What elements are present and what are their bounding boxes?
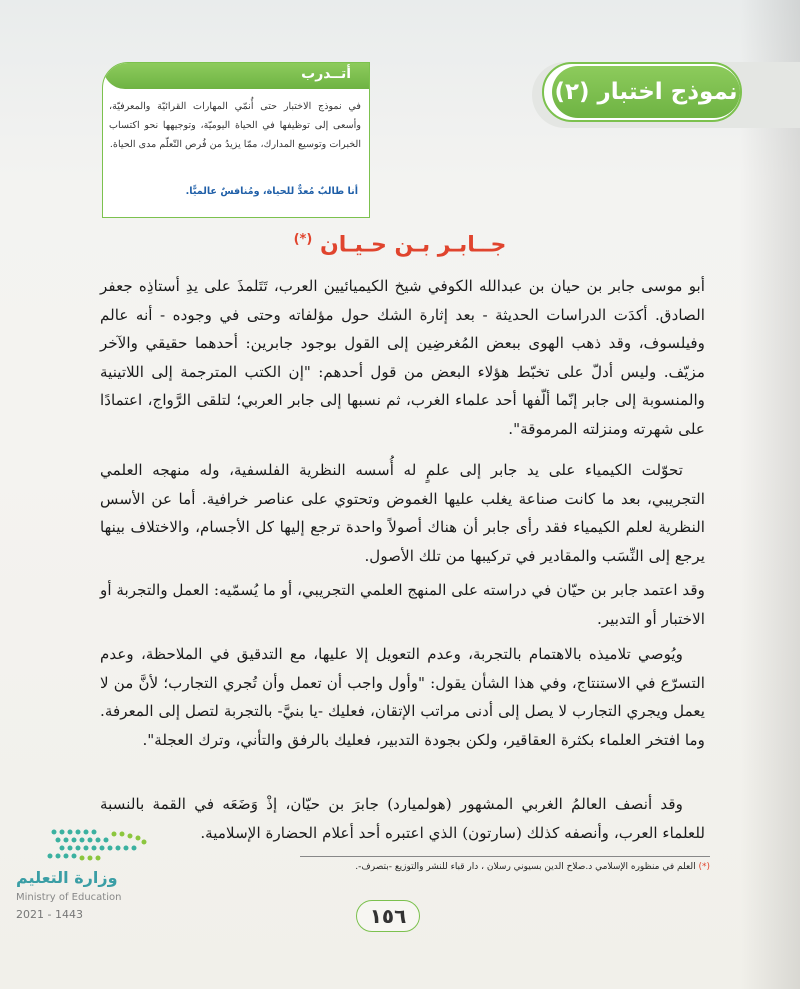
practice-motto: أنا طالبٌ مُعدٌّ للحياة، ومُنافسٌ عالميًّا. (185, 186, 358, 197)
paragraph-5: وقد أنصف العالمُ الغربي المشهور (هولميارد) جابرَ بن حيّان، إذْ وَضَعَه في القمة بالنسبة للعلماء العرب، وأنصفه كذلك (سارتون) الذي اعتبره أحد أعلام الحضارة الإسلامية. (100, 795, 705, 842)
practice-header (103, 63, 369, 89)
ministry-name-ar: وزارة التعليم (16, 868, 118, 887)
paragraph-4: ويُوصي تلاميذه بالاهتمام بالتجربة، وعدم التعويل إلا عليها، مع التدقيق في الملاحظة، وعدم التسرّع في الاستنتاج، وفي هذا الشأن يقول: "وأول واجب أن تعمل وأن تُجري التجارب؛ لأنَّ من لا يعمل ويجري التجارب لا يصل إلى أدنى مراتب الإتقان، فعليك -يا بنيَّ- بالتجربة لتصل إلى المعرفة. وما افتخر العلماء بكثرة العقاقير، ولكن بجودة التدبير، فعليك بالرفق والتأني، وترك العجلة". (100, 645, 705, 749)
article-title (0, 232, 800, 257)
page-edge-shadow (740, 0, 800, 989)
practice-text: في نموذج الاختبار حتى أُنمّي المهارات القرائيّة والمعرفيّة، وأسعى إلى توظيفها في الحياة اليوميّة، وتوجيهها نحو اكتساب الخبرات وتوسيع المدارك، ممّا يزيدُ من فُرص التّعلّم مدى الحياة. (109, 101, 361, 150)
footnote-text: العلم في منظوره الإسلامي د.صلاح الدين بسيوني رسلان ، دار قباء للنشر والتوزيع -بتصرف-. (355, 862, 696, 872)
article-title-text: جــابـر بـن حـيـان (319, 232, 507, 258)
page-title: نموذج اختبار (٢) (554, 79, 738, 105)
header-pill (552, 66, 740, 118)
practice-title: أتــدرب (301, 66, 351, 82)
footnote (300, 862, 710, 872)
paragraph-2: تحوّلت الكيمياء على يد جابر إلى علمٍ له أُسسه النظرية الفلسفية، وله منهجه العلمي التجريبي، بعد ما كانت صناعة يغلب عليها الغموض وتحتوي على عناصر خرافية. أما عن الأسس النظرية لعلم الكيمياء فقد رأى جابر أن هناك أصولاً واحدة ترجع إليها كل الأجسام، والاختلاف بينها يرجع إلى النِّسَب والمقادير في تركيبها من تلك الأصول. (100, 461, 705, 565)
page-number: ١٥٦ (356, 900, 420, 932)
ministry-year: 2021 - 1443 (16, 908, 83, 921)
paragraph-1: أبو موسى جابر بن حيان بن عبدالله الكوفي شيخ الكيميائيين العرب، تَتَلمذَ على يدِ أستاذِه جعفر الصادق. أكدَت الدراسات الحديثة - بعد إثارة الشك حول مؤلفاته وحتى في وجوده - أنه عالم وفيلسوف، وقد ذهب الهوى ببعض المُغرضِين إلى القول بوجود جابرين: أحدهما حقيقي والآخر مزيّف. وليس أدلّ على تخبّط هؤلاء البعض من قول أحدهم: "إن الكتب المترجمة إلى اللاتينية والمنسوبة إلى جابر إنّما ألّفها أحد علماء الغرب، ثم نسبها إلى جابر العربي؛ لتلقى الرَّواج، اعتمادًا على شهرته ومنزلته المرموقة". (100, 277, 705, 438)
ministry-name-en: Ministry of Education (16, 892, 122, 903)
footnote-divider (300, 856, 710, 857)
paragraph-3: وقد اعتمد جابر بن حيّان في دراسته على المنهج العلمي التجريبي، أو ما يُسمّيه: العمل والتجربة أو الاختبار أو التدبير. (100, 581, 705, 628)
footnote-mark: (*) (698, 862, 710, 872)
article-title-footnote-mark: (*) (293, 232, 313, 247)
